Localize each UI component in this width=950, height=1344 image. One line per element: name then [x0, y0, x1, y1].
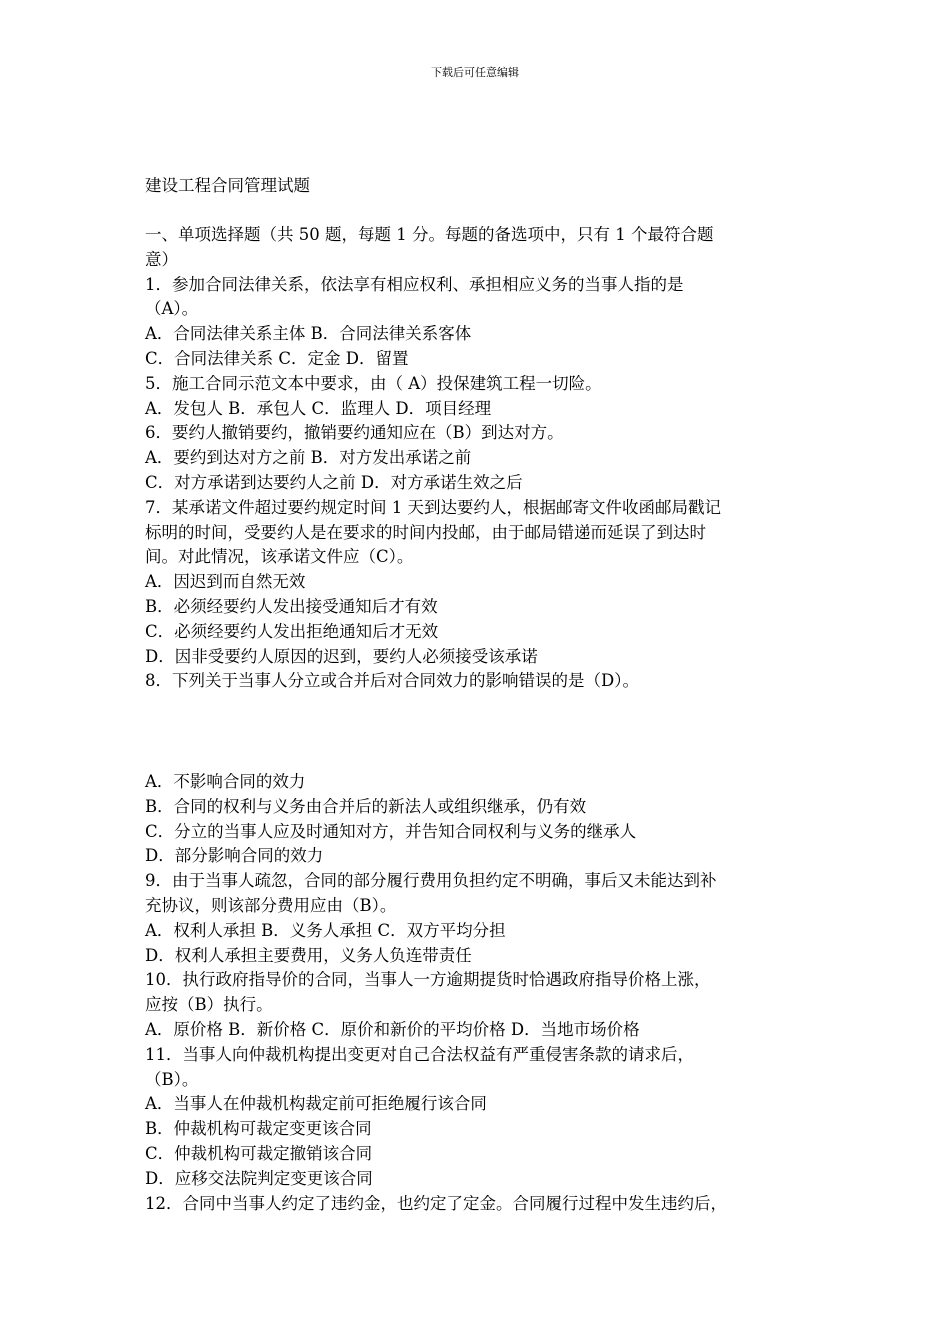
text-line: 9．由于当事人疏忽，合同的部分履行费用负担约定不明确，事后又未能达到补 [145, 871, 717, 891]
text-line: 8．下列关于当事人分立或合并后对合同效力的影响错误的是（D）。 [145, 671, 639, 691]
text-line: C．分立的当事人应及时通知对方，并告知合同权利与义务的继承人 [145, 821, 637, 841]
text-line: C．合同法律关系 C．定金 D．留置 [145, 348, 409, 368]
text-line: A．原价格 B．新价格 C．原价和新价的平均价格 D．当地市场价格 [145, 1019, 640, 1039]
text-line: 12．合同中当事人约定了违约金，也约定了定金。合同履行过程中发生违约后， [145, 1193, 727, 1213]
text-line: A．当事人在仲裁机构裁定前可拒绝履行该合同 [145, 1094, 487, 1114]
text-line: D．部分影响合同的效力 [145, 846, 324, 866]
text-line: （A）。 [145, 299, 199, 319]
text-line: 6．要约人撤销要约，撤销要约通知应在（B）到达对方。 [145, 423, 564, 443]
question-block-2 [145, 770, 825, 1216]
text-line: 应按（B）执行。 [145, 995, 273, 1015]
text-line: （B）。 [145, 1069, 199, 1089]
text-line: 充协议，则该部分费用应由（B）。 [145, 895, 397, 915]
text-line: 标明的时间，受要约人是在要求的时间内投邮，由于邮局错递而延误了到达时 [145, 522, 706, 542]
text-line: A．不影响合同的效力 [145, 772, 306, 791]
text-line: 一、单项选择题（共 50 题，每题 1 分。每题的备选项中，只有 1 个最符合题 [145, 225, 714, 244]
text-line: 10．执行政府指导价的合同，当事人一方逾期提货时恰遇政府指导价格上涨， [145, 970, 711, 990]
text-line: D．应移交法院判定变更该合同 [145, 1168, 373, 1188]
text-line: A．因迟到而自然无效 [145, 572, 306, 592]
text-line: A．合同法律关系主体 B．合同法律关系客体 [145, 324, 472, 344]
text-line: 11．当事人向仲裁机构提出变更对自己合法权益有严重侵害条款的请求后， [145, 1044, 694, 1064]
question-block-1 [145, 223, 825, 694]
text-line: D．权利人承担主要费用，义务人负连带责任 [145, 945, 472, 965]
text-line: 5．施工合同示范文本中要求，由（ A）投保建筑工程一切险。 [145, 373, 602, 393]
text-line: C．仲裁机构可裁定撤销该合同 [145, 1143, 373, 1163]
text-line: D．因非受要约人原因的迟到，要约人必须接受该承诺 [145, 646, 538, 666]
text-line: A．权利人承担 B．义务人承担 C．双方平均分担 [145, 920, 506, 940]
text-line: 意） [145, 249, 178, 269]
text-line: B．仲裁机构可裁定变更该合同 [145, 1119, 372, 1139]
text-line: 1．参加合同法律关系，依法享有相应权利、承担相应义务的当事人指的是 [145, 274, 684, 294]
text-line: 7．某承诺文件超过要约规定时间 1 天到达要约人，根据邮寄文件收函邮局戳记 [145, 497, 721, 517]
text-line: A．要约到达对方之前 B．对方发出承诺之前 [145, 448, 472, 468]
text-line: A．发包人 B．承包人 C．监理人 D．项目经理 [145, 398, 492, 418]
text-line: 间。对此情况，该承诺文件应（C）。 [145, 547, 414, 567]
page-header: 下载后可任意编辑 [431, 66, 519, 79]
text-line: B．必须经要约人发出接受通知后才有效 [145, 596, 438, 616]
text-line: C．必须经要约人发出拒绝通知后才无效 [145, 621, 439, 641]
document-title: 建设工程合同管理试题 [145, 176, 310, 195]
text-line: C．对方承诺到达要约人之前 D．对方承诺生效之后 [145, 472, 523, 492]
text-line: B．合同的权利与义务由合并后的新法人或组织继承，仍有效 [145, 796, 587, 816]
